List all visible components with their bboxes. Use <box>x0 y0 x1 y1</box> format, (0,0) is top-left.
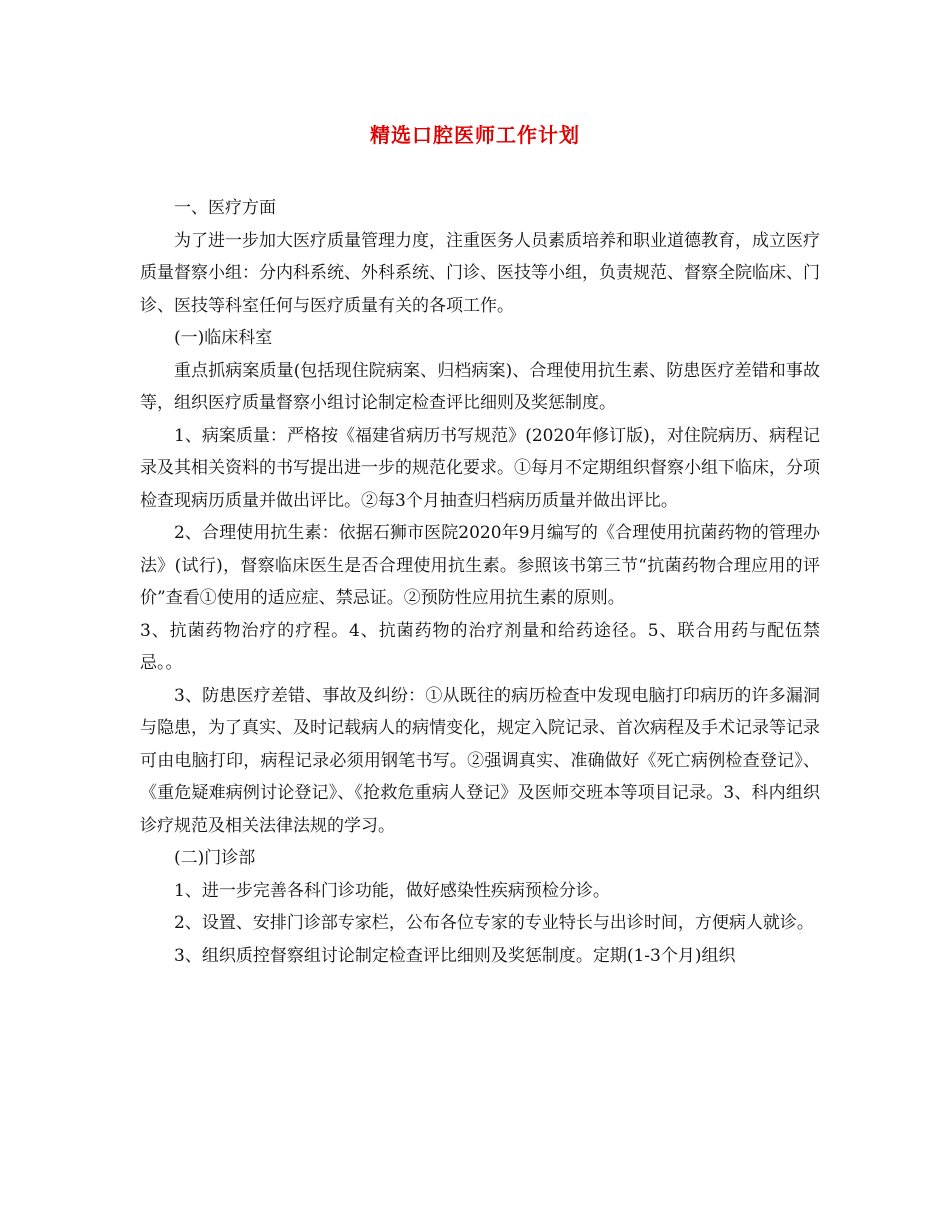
paragraph-outpatient-1: 1、进一步完善各科门诊功能，做好感染性疾病预检分诊。 <box>174 880 610 901</box>
paragraph-clinical-focus: 重点抓病案质量(包括现住院病案、归档病案)、合理使用抗生素、防患医疗差错和事故等，组织医疗质量督察小组讨论制定检查评比细则及奖惩制度。 <box>140 360 820 413</box>
paragraph-antibiotics: 2、合理使用抗生素：依据石狮市医院2020年9月编写的《合理使用抗菌药物的管理办法》(试行)，督察临床医生是否合理使用抗生素。参照该书第三节“抗菌药物合理应用的评价”查看①使用的适应症、禁忌证。②预防性应用抗生素的原则。 <box>140 523 820 608</box>
document-body <box>140 192 820 972</box>
paragraph-error-prevention: 3、防患医疗差错、事故及纠纷：①从既往的病历检查中发现电脑打印病历的许多漏洞与隐患，为了真实、及时记载病人的病情变化，规定入院记录、首次病程及手术记录等记录可由电脑打印，病程记录必须用钢笔书写。②强调真实、准确做好《死亡病例检查登记》、《重危疑难病例讨论登记》、《抢救危重病人登记》及医师交班本等项目记录。3、科内组织诊疗规范及相关法律法规的学习。 <box>140 685 820 836</box>
paragraph-case-quality: 1、病案质量：严格按《福建省病历书写规范》(2020年修订版)，对住院病历、病程记录及其相关资料的书写提出进一步的规范化要求。①每月不定期组织督察小组下临床，分项检查现病历质量并做出评比。②每3个月抽查归档病历质量并做出评比。 <box>140 425 820 511</box>
paragraph-outpatient-3: 3、组织质控督察组讨论制定检查评比细则及奖惩制度。定期(1-3个月)组织 <box>174 945 736 966</box>
paragraph-outpatient-2: 2、设置、安排门诊部专家栏，公布各位专家的专业特长与出诊时间，方便病人就诊。 <box>174 913 814 933</box>
section-heading-medical: 一、医疗方面 <box>174 198 276 218</box>
document-title: 精选口腔医师工作计划 <box>370 123 580 147</box>
subsection-heading-outpatient: (二)门诊部 <box>174 848 256 868</box>
paragraph-intro: 为了进一步加大医疗质量管理力度，注重医务人员素质培养和职业道德教育，成立医疗质量督察小组：分内科系统、外科系统、门诊、医技等小组，负责规范、督察全院临床、门诊、医技等科室任何与医疗质量有关的各项工作。 <box>140 230 820 316</box>
subsection-heading-clinical: (一)临床科室 <box>174 328 273 348</box>
paragraph-antibiotics-continued: 3、抗菌药物治疗的疗程。4、抗菌药物的治疗剂量和给药途径。5、联合用药与配伍禁忌。。 <box>140 620 820 673</box>
